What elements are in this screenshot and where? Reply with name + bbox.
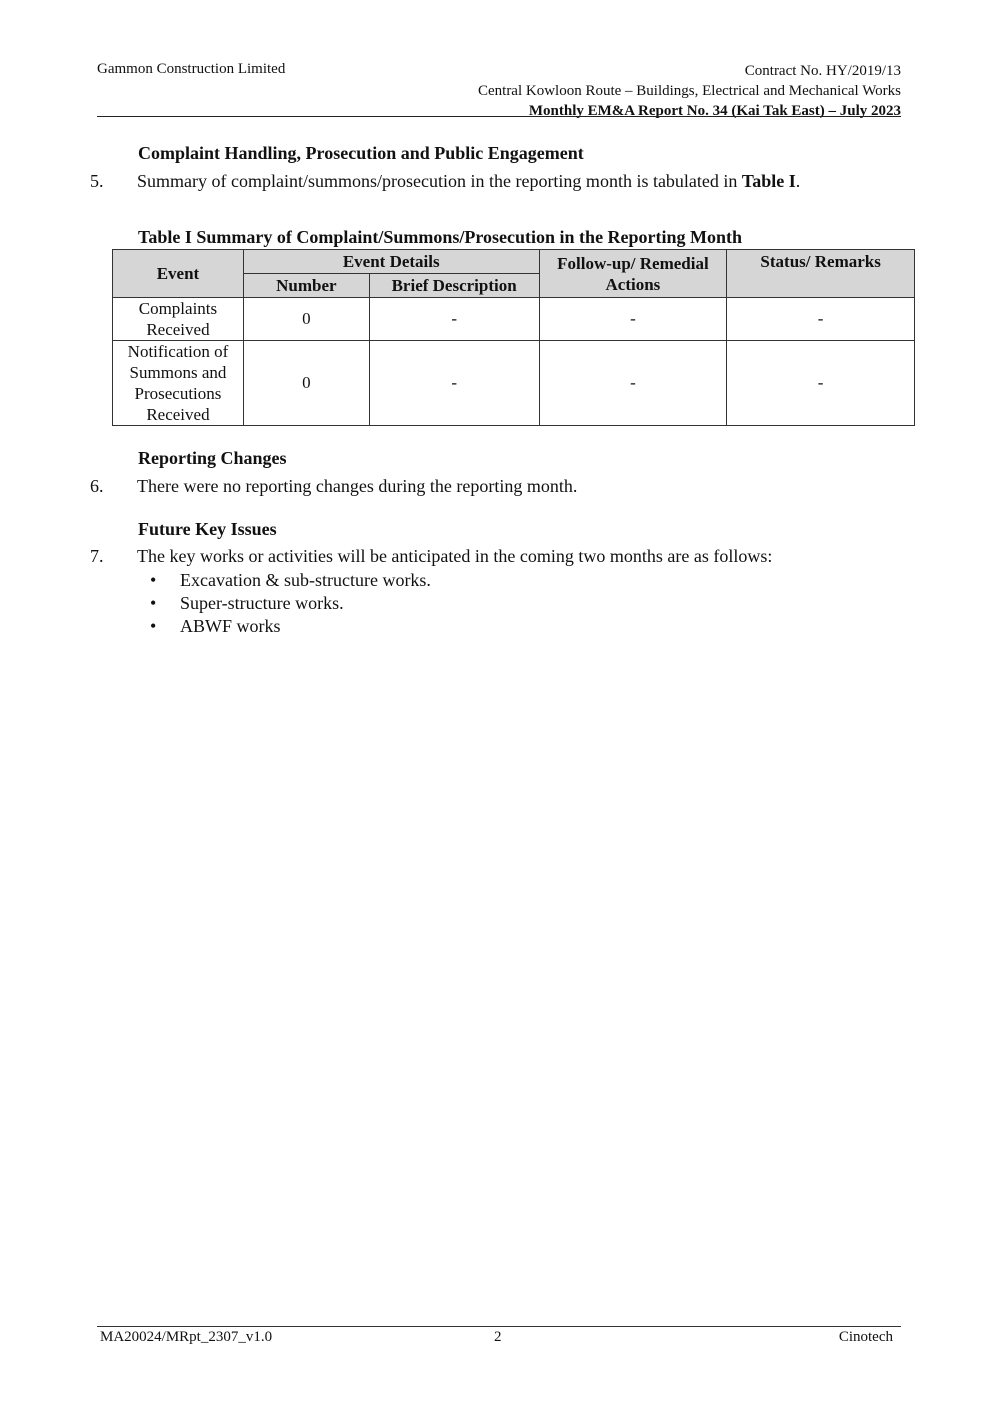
- heading-future-key-issues: Future Key Issues: [138, 519, 277, 539]
- footer-divider: [97, 1326, 901, 1327]
- cell-description: -: [369, 341, 539, 426]
- complaint-summary-table: [112, 249, 915, 426]
- header-number: Number: [243, 274, 369, 298]
- cell-follow-up: -: [539, 341, 727, 426]
- para-5-text: [137, 171, 800, 192]
- future-works-list: [150, 569, 431, 638]
- list-item: [150, 615, 431, 638]
- header-contract-block: [478, 61, 901, 121]
- heading-complaint-handling: Complaint Handling, Prosecution and Public Engagement: [138, 143, 584, 163]
- para-5-table-ref: Table I: [741, 171, 796, 191]
- para-7-number: 7.: [90, 546, 104, 566]
- header-company: Gammon Construction Limited: [97, 61, 286, 77]
- para-6-number: 6.: [90, 476, 104, 496]
- cell-number: 0: [243, 298, 369, 341]
- heading-reporting-changes: Reporting Changes: [138, 448, 287, 468]
- table-row: [113, 298, 915, 341]
- cell-description: -: [369, 298, 539, 341]
- cell-status: -: [727, 298, 915, 341]
- header-status: Status/ Remarks: [727, 250, 915, 298]
- cell-follow-up: -: [539, 298, 727, 341]
- header-contract: Contract No. HY/2019/13: [744, 63, 901, 79]
- para-5-text-end: .: [795, 171, 801, 191]
- table-caption: Table I Summary of Complaint/Summons/Prosecution in the Reporting Month: [138, 227, 743, 247]
- table-row: [113, 341, 915, 426]
- bullet-icon: •: [150, 570, 157, 590]
- list-item: [150, 592, 431, 615]
- para-7-text: The key works or activities will be anticipated in the coming two months are as follows:: [137, 546, 773, 566]
- bullet-icon: •: [150, 593, 157, 613]
- header-follow-up: Follow-up/ Remedial Actions: [539, 250, 727, 298]
- header-event: Event: [113, 250, 244, 298]
- list-item-text: ABWF works: [180, 616, 281, 636]
- header-brief-description: Brief Description: [369, 274, 539, 298]
- cell-status: -: [727, 341, 915, 426]
- cell-event: Notification of Summons and Prosecutions Received: [113, 341, 244, 426]
- footer-page-number: 2: [494, 1329, 502, 1345]
- cell-number: 0: [243, 341, 369, 426]
- footer-doc-ref: MA20024/MRpt_2307_v1.0: [100, 1329, 273, 1345]
- list-item: [150, 569, 431, 592]
- header-project: Central Kowloon Route – Buildings, Electrical and Mechanical Works: [477, 83, 901, 99]
- para-5-text-main: Summary of complaint/summons/prosecution in the reporting month is tabulated in: [137, 171, 742, 191]
- bullet-icon: •: [150, 616, 157, 636]
- para-5-number: 5.: [90, 171, 104, 191]
- header-divider: [97, 116, 901, 117]
- cell-event: Complaints Received: [113, 298, 244, 341]
- footer-company: Cinotech: [838, 1329, 893, 1345]
- header-report-title: Monthly EM&A Report No. 34 (Kai Tak East) – July 2023: [528, 103, 901, 119]
- para-6-text: There were no reporting changes during the reporting month.: [137, 476, 578, 496]
- list-item-text: Super-structure works.: [180, 593, 344, 613]
- list-item-text: Excavation & sub-structure works.: [180, 570, 431, 590]
- header-event-details: Event Details: [243, 250, 539, 274]
